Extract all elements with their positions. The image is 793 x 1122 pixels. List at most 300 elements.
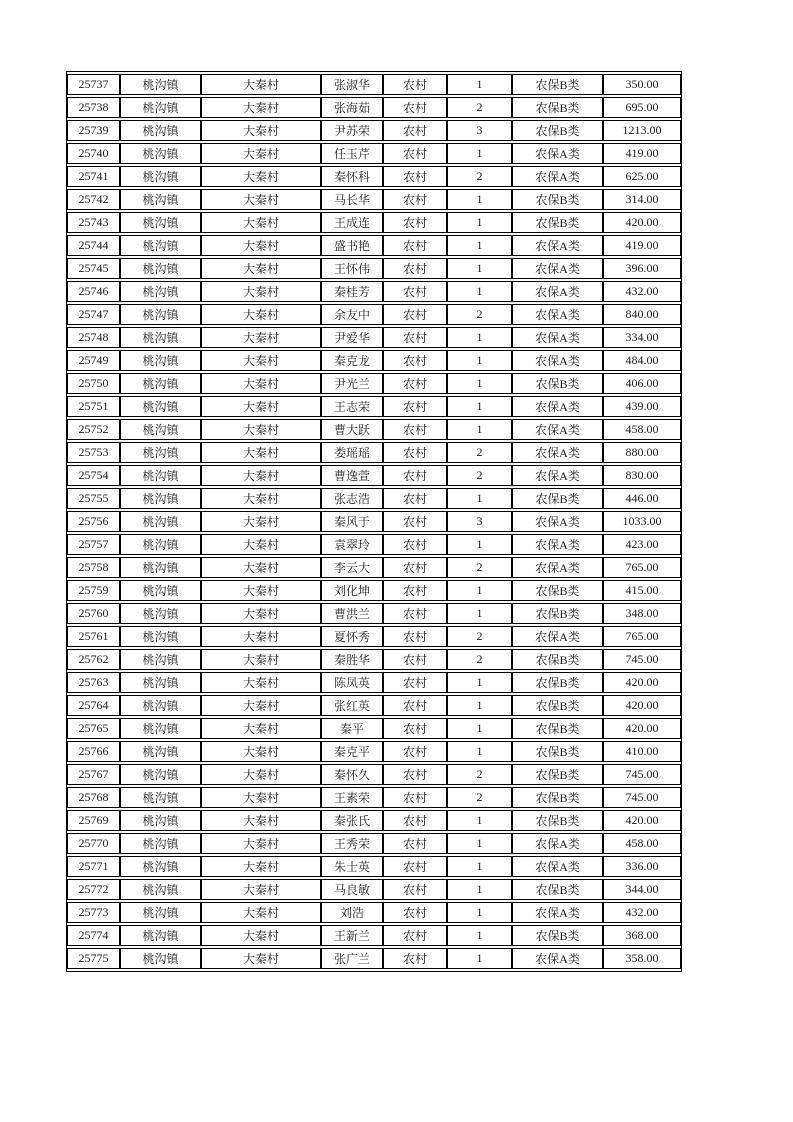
cell-person-name: 秦张氏 [321,810,383,831]
cell-serial-number: 25739 [67,120,120,141]
cell-people-count: 1 [447,695,512,716]
cell-people-count: 1 [447,810,512,831]
table-row [67,557,681,578]
benefits-table [66,71,682,972]
cell-insurance-class: 农保B类 [512,580,603,601]
cell-person-name: 刘化坤 [321,580,383,601]
cell-insurance-class: 农保A类 [512,511,603,532]
cell-town: 桃沟镇 [120,327,201,348]
cell-residence-type: 农村 [383,856,447,877]
cell-residence-type: 农村 [383,258,447,279]
cell-people-count: 2 [447,166,512,187]
cell-amount: 765.00 [603,557,681,578]
cell-people-count: 1 [447,672,512,693]
cell-village: 大秦村 [201,649,321,670]
cell-residence-type: 农村 [383,718,447,739]
cell-amount: 420.00 [603,718,681,739]
cell-residence-type: 农村 [383,120,447,141]
table-row [67,948,681,969]
cell-town: 桃沟镇 [120,672,201,693]
cell-insurance-class: 农保A类 [512,419,603,440]
cell-insurance-class: 农保A类 [512,281,603,302]
cell-person-name: 王新兰 [321,925,383,946]
cell-town: 桃沟镇 [120,166,201,187]
cell-serial-number: 25747 [67,304,120,325]
cell-serial-number: 25759 [67,580,120,601]
cell-insurance-class: 农保B类 [512,672,603,693]
cell-amount: 745.00 [603,764,681,785]
cell-village: 大秦村 [201,258,321,279]
cell-people-count: 2 [447,304,512,325]
cell-person-name: 秦克龙 [321,350,383,371]
cell-people-count: 1 [447,534,512,555]
cell-amount: 765.00 [603,626,681,647]
cell-person-name: 曹大跃 [321,419,383,440]
cell-town: 桃沟镇 [120,718,201,739]
cell-people-count: 1 [447,902,512,923]
cell-residence-type: 农村 [383,396,447,417]
table-row [67,166,681,187]
cell-amount: 423.00 [603,534,681,555]
table-row [67,534,681,555]
cell-serial-number: 25769 [67,810,120,831]
cell-person-name: 秦怀久 [321,764,383,785]
cell-amount: 358.00 [603,948,681,969]
cell-insurance-class: 农保A类 [512,166,603,187]
cell-serial-number: 25744 [67,235,120,256]
cell-village: 大秦村 [201,856,321,877]
cell-village: 大秦村 [201,166,321,187]
cell-person-name: 马良敏 [321,879,383,900]
cell-amount: 458.00 [603,419,681,440]
cell-village: 大秦村 [201,902,321,923]
cell-village: 大秦村 [201,557,321,578]
cell-serial-number: 25743 [67,212,120,233]
cell-amount: 695.00 [603,97,681,118]
table-row [67,856,681,877]
table-body [67,74,681,969]
cell-insurance-class: 农保A类 [512,856,603,877]
cell-town: 桃沟镇 [120,925,201,946]
cell-village: 大秦村 [201,189,321,210]
table-row [67,281,681,302]
cell-residence-type: 农村 [383,948,447,969]
cell-insurance-class: 农保A类 [512,258,603,279]
cell-people-count: 1 [447,281,512,302]
cell-amount: 432.00 [603,902,681,923]
table-row [67,488,681,509]
cell-town: 桃沟镇 [120,948,201,969]
cell-serial-number: 25754 [67,465,120,486]
cell-amount: 348.00 [603,603,681,624]
cell-insurance-class: 农保B类 [512,373,603,394]
cell-insurance-class: 农保B类 [512,764,603,785]
cell-serial-number: 25763 [67,672,120,693]
cell-town: 桃沟镇 [120,189,201,210]
cell-town: 桃沟镇 [120,649,201,670]
cell-village: 大秦村 [201,810,321,831]
cell-village: 大秦村 [201,396,321,417]
cell-insurance-class: 农保A类 [512,902,603,923]
cell-residence-type: 农村 [383,166,447,187]
cell-serial-number: 25761 [67,626,120,647]
cell-people-count: 2 [447,626,512,647]
cell-person-name: 张淑华 [321,74,383,95]
cell-serial-number: 25742 [67,189,120,210]
cell-amount: 314.00 [603,189,681,210]
cell-residence-type: 农村 [383,764,447,785]
cell-town: 桃沟镇 [120,143,201,164]
cell-village: 大秦村 [201,603,321,624]
cell-people-count: 1 [447,580,512,601]
cell-amount: 396.00 [603,258,681,279]
cell-town: 桃沟镇 [120,350,201,371]
cell-amount: 419.00 [603,143,681,164]
cell-town: 桃沟镇 [120,511,201,532]
cell-insurance-class: 农保A类 [512,327,603,348]
cell-town: 桃沟镇 [120,74,201,95]
cell-residence-type: 农村 [383,97,447,118]
table-row [67,327,681,348]
cell-residence-type: 农村 [383,534,447,555]
cell-serial-number: 25772 [67,879,120,900]
cell-insurance-class: 农保A类 [512,833,603,854]
cell-person-name: 任玉芹 [321,143,383,164]
cell-serial-number: 25746 [67,281,120,302]
cell-person-name: 尹光兰 [321,373,383,394]
cell-serial-number: 25768 [67,787,120,808]
cell-people-count: 1 [447,143,512,164]
cell-village: 大秦村 [201,879,321,900]
cell-serial-number: 25775 [67,948,120,969]
cell-amount: 350.00 [603,74,681,95]
cell-town: 桃沟镇 [120,419,201,440]
cell-village: 大秦村 [201,511,321,532]
cell-town: 桃沟镇 [120,603,201,624]
cell-person-name: 秦风于 [321,511,383,532]
cell-village: 大秦村 [201,465,321,486]
cell-people-count: 2 [447,97,512,118]
table-row [67,442,681,463]
cell-residence-type: 农村 [383,488,447,509]
cell-person-name: 娄瑶瑶 [321,442,383,463]
cell-residence-type: 农村 [383,74,447,95]
cell-town: 桃沟镇 [120,741,201,762]
cell-village: 大秦村 [201,718,321,739]
cell-amount: 368.00 [603,925,681,946]
cell-town: 桃沟镇 [120,281,201,302]
cell-village: 大秦村 [201,741,321,762]
cell-people-count: 1 [447,419,512,440]
cell-amount: 406.00 [603,373,681,394]
cell-insurance-class: 农保A类 [512,626,603,647]
cell-people-count: 1 [447,879,512,900]
cell-serial-number: 25741 [67,166,120,187]
cell-serial-number: 25758 [67,557,120,578]
cell-residence-type: 农村 [383,327,447,348]
cell-serial-number: 25762 [67,649,120,670]
table-row [67,672,681,693]
cell-residence-type: 农村 [383,603,447,624]
cell-people-count: 1 [447,327,512,348]
cell-town: 桃沟镇 [120,626,201,647]
cell-people-count: 1 [447,212,512,233]
cell-residence-type: 农村 [383,212,447,233]
cell-residence-type: 农村 [383,511,447,532]
cell-village: 大秦村 [201,235,321,256]
cell-person-name: 秦克平 [321,741,383,762]
cell-village: 大秦村 [201,442,321,463]
cell-residence-type: 农村 [383,465,447,486]
cell-village: 大秦村 [201,695,321,716]
cell-amount: 1213.00 [603,120,681,141]
cell-insurance-class: 农保A类 [512,534,603,555]
cell-village: 大秦村 [201,143,321,164]
table-row [67,603,681,624]
cell-insurance-class: 农保B类 [512,925,603,946]
cell-people-count: 1 [447,258,512,279]
cell-people-count: 2 [447,465,512,486]
cell-village: 大秦村 [201,212,321,233]
cell-serial-number: 25745 [67,258,120,279]
cell-village: 大秦村 [201,626,321,647]
cell-person-name: 张志浩 [321,488,383,509]
table-row [67,373,681,394]
cell-town: 桃沟镇 [120,856,201,877]
cell-insurance-class: 农保B类 [512,120,603,141]
table-row [67,97,681,118]
cell-insurance-class: 农保B类 [512,649,603,670]
cell-residence-type: 农村 [383,626,447,647]
cell-village: 大秦村 [201,74,321,95]
cell-people-count: 1 [447,235,512,256]
cell-person-name: 王怀伟 [321,258,383,279]
cell-person-name: 张海茹 [321,97,383,118]
cell-village: 大秦村 [201,925,321,946]
cell-serial-number: 25757 [67,534,120,555]
cell-town: 桃沟镇 [120,488,201,509]
cell-serial-number: 25752 [67,419,120,440]
cell-village: 大秦村 [201,948,321,969]
cell-residence-type: 农村 [383,281,447,302]
cell-amount: 745.00 [603,787,681,808]
cell-insurance-class: 农保A类 [512,304,603,325]
cell-town: 桃沟镇 [120,557,201,578]
cell-residence-type: 农村 [383,902,447,923]
cell-serial-number: 25751 [67,396,120,417]
table-row [67,120,681,141]
cell-insurance-class: 农保A类 [512,143,603,164]
cell-residence-type: 农村 [383,672,447,693]
cell-amount: 420.00 [603,695,681,716]
cell-serial-number: 25737 [67,74,120,95]
cell-village: 大秦村 [201,281,321,302]
table-row [67,649,681,670]
cell-amount: 625.00 [603,166,681,187]
cell-person-name: 尹苏荣 [321,120,383,141]
cell-town: 桃沟镇 [120,902,201,923]
cell-people-count: 1 [447,833,512,854]
cell-people-count: 2 [447,787,512,808]
cell-insurance-class: 农保A类 [512,465,603,486]
table-row [67,626,681,647]
cell-insurance-class: 农保B类 [512,189,603,210]
cell-town: 桃沟镇 [120,810,201,831]
cell-amount: 419.00 [603,235,681,256]
cell-person-name: 曹逸萱 [321,465,383,486]
cell-serial-number: 25771 [67,856,120,877]
cell-serial-number: 25760 [67,603,120,624]
cell-residence-type: 农村 [383,143,447,164]
cell-town: 桃沟镇 [120,695,201,716]
cell-residence-type: 农村 [383,304,447,325]
table-row [67,810,681,831]
cell-insurance-class: 农保A类 [512,442,603,463]
cell-person-name: 朱士英 [321,856,383,877]
cell-amount: 334.00 [603,327,681,348]
cell-person-name: 盛书艳 [321,235,383,256]
cell-insurance-class: 农保B类 [512,879,603,900]
cell-serial-number: 25764 [67,695,120,716]
table-row [67,74,681,95]
cell-serial-number: 25749 [67,350,120,371]
cell-person-name: 尹爱华 [321,327,383,348]
cell-person-name: 王素荣 [321,787,383,808]
cell-amount: 336.00 [603,856,681,877]
cell-insurance-class: 农保A类 [512,235,603,256]
table-row [67,235,681,256]
cell-amount: 420.00 [603,212,681,233]
cell-person-name: 王秀荣 [321,833,383,854]
cell-residence-type: 农村 [383,879,447,900]
cell-residence-type: 农村 [383,442,447,463]
cell-town: 桃沟镇 [120,465,201,486]
cell-village: 大秦村 [201,120,321,141]
cell-insurance-class: 农保A类 [512,557,603,578]
cell-insurance-class: 农保B类 [512,741,603,762]
cell-people-count: 1 [447,925,512,946]
cell-people-count: 1 [447,603,512,624]
cell-person-name: 李云大 [321,557,383,578]
cell-village: 大秦村 [201,534,321,555]
cell-village: 大秦村 [201,419,321,440]
cell-amount: 432.00 [603,281,681,302]
cell-person-name: 曹洪兰 [321,603,383,624]
cell-residence-type: 农村 [383,741,447,762]
cell-amount: 446.00 [603,488,681,509]
cell-people-count: 1 [447,856,512,877]
cell-village: 大秦村 [201,304,321,325]
table-row [67,879,681,900]
cell-village: 大秦村 [201,488,321,509]
cell-insurance-class: 农保B类 [512,488,603,509]
cell-person-name: 张广兰 [321,948,383,969]
cell-town: 桃沟镇 [120,212,201,233]
cell-serial-number: 25748 [67,327,120,348]
cell-residence-type: 农村 [383,833,447,854]
cell-town: 桃沟镇 [120,442,201,463]
cell-insurance-class: 农保A类 [512,396,603,417]
cell-person-name: 袁翠玲 [321,534,383,555]
cell-residence-type: 农村 [383,925,447,946]
cell-amount: 420.00 [603,810,681,831]
cell-residence-type: 农村 [383,810,447,831]
cell-serial-number: 25738 [67,97,120,118]
table-row [67,212,681,233]
cell-residence-type: 农村 [383,787,447,808]
cell-village: 大秦村 [201,787,321,808]
cell-people-count: 3 [447,511,512,532]
cell-serial-number: 25765 [67,718,120,739]
table-row [67,580,681,601]
cell-town: 桃沟镇 [120,120,201,141]
cell-serial-number: 25740 [67,143,120,164]
table-row [67,258,681,279]
cell-amount: 830.00 [603,465,681,486]
cell-people-count: 2 [447,442,512,463]
cell-residence-type: 农村 [383,695,447,716]
cell-residence-type: 农村 [383,580,447,601]
cell-residence-type: 农村 [383,373,447,394]
cell-people-count: 1 [447,718,512,739]
cell-people-count: 2 [447,557,512,578]
cell-amount: 484.00 [603,350,681,371]
cell-residence-type: 农村 [383,557,447,578]
table-row [67,350,681,371]
table-row [67,833,681,854]
cell-serial-number: 25750 [67,373,120,394]
cell-people-count: 1 [447,741,512,762]
cell-village: 大秦村 [201,350,321,371]
cell-people-count: 1 [447,488,512,509]
cell-people-count: 2 [447,764,512,785]
cell-serial-number: 25773 [67,902,120,923]
cell-village: 大秦村 [201,580,321,601]
cell-insurance-class: 农保B类 [512,718,603,739]
table-row [67,189,681,210]
cell-person-name: 余友中 [321,304,383,325]
cell-amount: 439.00 [603,396,681,417]
cell-amount: 415.00 [603,580,681,601]
cell-person-name: 马长华 [321,189,383,210]
cell-amount: 880.00 [603,442,681,463]
cell-village: 大秦村 [201,373,321,394]
cell-residence-type: 农村 [383,235,447,256]
cell-insurance-class: 农保B类 [512,212,603,233]
cell-town: 桃沟镇 [120,304,201,325]
cell-amount: 458.00 [603,833,681,854]
table-row [67,143,681,164]
cell-insurance-class: 农保A类 [512,350,603,371]
cell-serial-number: 25756 [67,511,120,532]
cell-person-name: 秦平 [321,718,383,739]
cell-people-count: 1 [447,74,512,95]
cell-insurance-class: 农保B类 [512,810,603,831]
cell-serial-number: 25767 [67,764,120,785]
table-row [67,465,681,486]
cell-town: 桃沟镇 [120,580,201,601]
cell-people-count: 1 [447,189,512,210]
cell-village: 大秦村 [201,327,321,348]
cell-serial-number: 25755 [67,488,120,509]
cell-amount: 410.00 [603,741,681,762]
cell-person-name: 王成连 [321,212,383,233]
table-row [67,764,681,785]
cell-person-name: 张红英 [321,695,383,716]
cell-people-count: 2 [447,649,512,670]
table-row [67,925,681,946]
cell-person-name: 陈凤英 [321,672,383,693]
